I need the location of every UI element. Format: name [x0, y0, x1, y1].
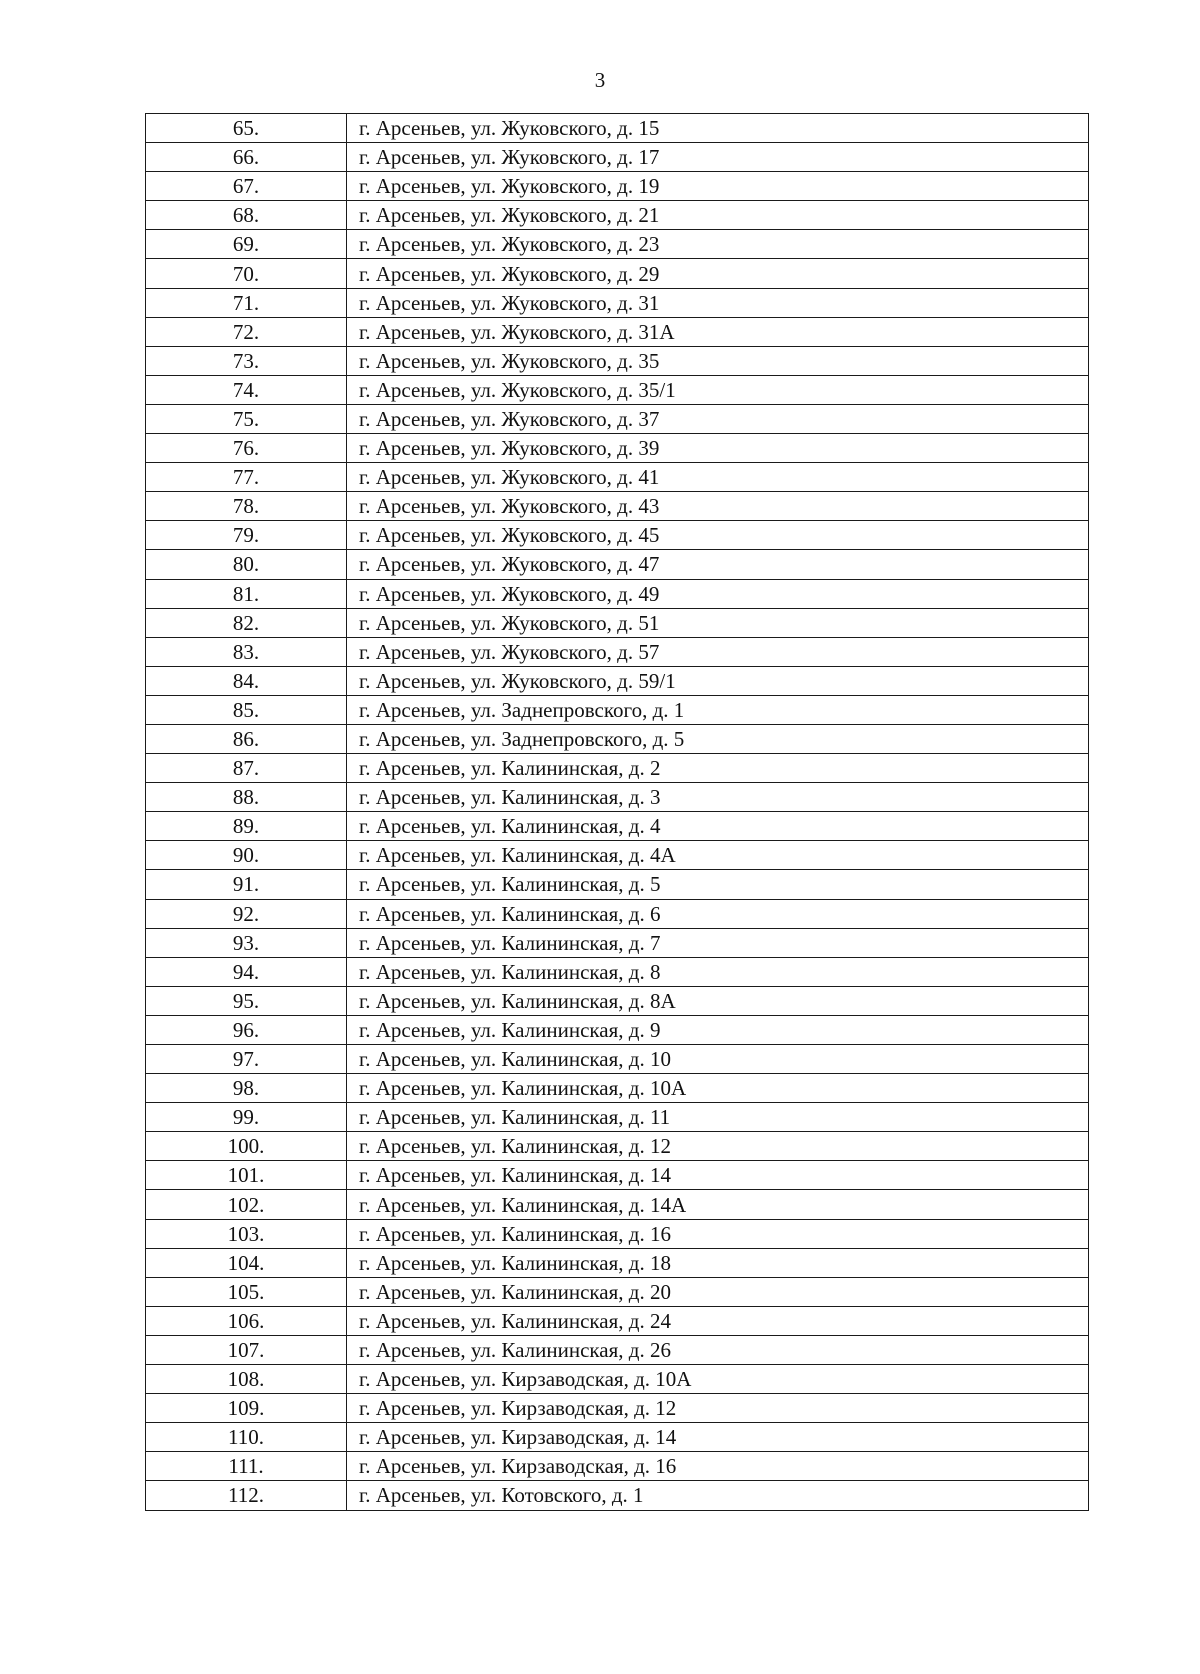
row-number-cell: 74.: [146, 375, 347, 404]
row-number-cell: 68.: [146, 201, 347, 230]
address-cell: г. Арсеньев, ул. Калининская, д. 11: [347, 1103, 1089, 1132]
address-cell: г. Арсеньев, ул. Кирзаводская, д. 16: [347, 1452, 1089, 1481]
table-row: [146, 1045, 1089, 1074]
row-number-cell: 112.: [146, 1481, 347, 1510]
row-number-cell: 104.: [146, 1248, 347, 1277]
row-number-cell: 72.: [146, 317, 347, 346]
address-cell: г. Арсеньев, ул. Жуковского, д. 19: [347, 172, 1089, 201]
table-row: [146, 870, 1089, 899]
row-number-cell: 100.: [146, 1132, 347, 1161]
table-row: [146, 1074, 1089, 1103]
table-row: [146, 637, 1089, 666]
row-number-cell: 111.: [146, 1452, 347, 1481]
address-cell: г. Арсеньев, ул. Калининская, д. 4А: [347, 841, 1089, 870]
table-row: [146, 230, 1089, 259]
address-cell: г. Арсеньев, ул. Калининская, д. 26: [347, 1335, 1089, 1364]
table-row: [146, 346, 1089, 375]
address-cell: г. Арсеньев, ул. Калининская, д. 2: [347, 754, 1089, 783]
address-cell: г. Арсеньев, ул. Жуковского, д. 35/1: [347, 375, 1089, 404]
table-row: [146, 434, 1089, 463]
address-cell: г. Арсеньев, ул. Жуковского, д. 15: [347, 114, 1089, 143]
row-number-cell: 103.: [146, 1219, 347, 1248]
address-cell: г. Арсеньев, ул. Жуковского, д. 59/1: [347, 666, 1089, 695]
table-row: [146, 317, 1089, 346]
address-cell: г. Арсеньев, ул. Калининская, д. 4: [347, 812, 1089, 841]
row-number-cell: 87.: [146, 754, 347, 783]
table-row: [146, 143, 1089, 172]
row-number-cell: 85.: [146, 695, 347, 724]
table-row: [146, 928, 1089, 957]
address-cell: г. Арсеньев, ул. Калининская, д. 20: [347, 1277, 1089, 1306]
row-number-cell: 88.: [146, 783, 347, 812]
row-number-cell: 97.: [146, 1045, 347, 1074]
table-row: [146, 259, 1089, 288]
row-number-cell: 98.: [146, 1074, 347, 1103]
table-row: [146, 608, 1089, 637]
address-cell: г. Арсеньев, ул. Калининская, д. 9: [347, 1015, 1089, 1044]
address-cell: г. Арсеньев, ул. Кирзаводская, д. 10А: [347, 1365, 1089, 1394]
address-cell: г. Арсеньев, ул. Жуковского, д. 29: [347, 259, 1089, 288]
row-number-cell: 99.: [146, 1103, 347, 1132]
row-number-cell: 93.: [146, 928, 347, 957]
row-number-cell: 107.: [146, 1335, 347, 1364]
table-row: [146, 1335, 1089, 1364]
address-cell: г. Арсеньев, ул. Калининская, д. 24: [347, 1306, 1089, 1335]
table-row: [146, 1190, 1089, 1219]
table-row: [146, 812, 1089, 841]
row-number-cell: 110.: [146, 1423, 347, 1452]
row-number-cell: 102.: [146, 1190, 347, 1219]
address-table: [145, 113, 1089, 1511]
table-row: [146, 288, 1089, 317]
address-cell: г. Арсеньев, ул. Заднепровского, д. 1: [347, 695, 1089, 724]
row-number-cell: 67.: [146, 172, 347, 201]
row-number-cell: 84.: [146, 666, 347, 695]
row-number-cell: 106.: [146, 1306, 347, 1335]
row-number-cell: 76.: [146, 434, 347, 463]
row-number-cell: 92.: [146, 899, 347, 928]
table-row: [146, 899, 1089, 928]
row-number-cell: 65.: [146, 114, 347, 143]
table-row: [146, 579, 1089, 608]
address-cell: г. Арсеньев, ул. Жуковского, д. 17: [347, 143, 1089, 172]
table-row: [146, 754, 1089, 783]
table-row: [146, 986, 1089, 1015]
row-number-cell: 94.: [146, 957, 347, 986]
page-number: 3: [594, 68, 606, 92]
address-cell: г. Арсеньев, ул. Жуковского, д. 23: [347, 230, 1089, 259]
address-cell: г. Арсеньев, ул. Жуковского, д. 35: [347, 346, 1089, 375]
address-cell: г. Арсеньев, ул. Калининская, д. 10: [347, 1045, 1089, 1074]
address-cell: г. Арсеньев, ул. Калининская, д. 10А: [347, 1074, 1089, 1103]
row-number-cell: 79.: [146, 521, 347, 550]
table-row: [146, 1423, 1089, 1452]
address-cell: г. Арсеньев, ул. Жуковского, д. 31: [347, 288, 1089, 317]
table-row: [146, 1161, 1089, 1190]
address-cell: г. Арсеньев, ул. Жуковского, д. 41: [347, 463, 1089, 492]
row-number-cell: 108.: [146, 1365, 347, 1394]
row-number-cell: 75.: [146, 404, 347, 433]
row-number-cell: 105.: [146, 1277, 347, 1306]
table-row: [146, 1306, 1089, 1335]
address-cell: г. Арсеньев, ул. Калининская, д. 14А: [347, 1190, 1089, 1219]
table-row: [146, 1103, 1089, 1132]
address-cell: г. Арсеньев, ул. Кирзаводская, д. 12: [347, 1394, 1089, 1423]
table-row: [146, 666, 1089, 695]
table-row: [146, 957, 1089, 986]
row-number-cell: 83.: [146, 637, 347, 666]
address-cell: г. Арсеньев, ул. Калининская, д. 3: [347, 783, 1089, 812]
address-cell: г. Арсеньев, ул. Калининская, д. 5: [347, 870, 1089, 899]
table-row: [146, 404, 1089, 433]
address-cell: г. Арсеньев, ул. Жуковского, д. 45: [347, 521, 1089, 550]
table-row: [146, 724, 1089, 753]
table-row: [146, 1219, 1089, 1248]
table-row: [146, 1132, 1089, 1161]
address-cell: г. Арсеньев, ул. Калининская, д. 8: [347, 957, 1089, 986]
address-cell: г. Арсеньев, ул. Жуковского, д. 43: [347, 492, 1089, 521]
table-row: [146, 492, 1089, 521]
address-cell: г. Арсеньев, ул. Калининская, д. 16: [347, 1219, 1089, 1248]
table-row: [146, 1015, 1089, 1044]
row-number-cell: 70.: [146, 259, 347, 288]
table-row: [146, 783, 1089, 812]
address-table-body: [146, 114, 1089, 1511]
table-row: [146, 521, 1089, 550]
address-cell: г. Арсеньев, ул. Жуковского, д. 47: [347, 550, 1089, 579]
address-cell: г. Арсеньев, ул. Калининская, д. 12: [347, 1132, 1089, 1161]
address-cell: г. Арсеньев, ул. Жуковского, д. 57: [347, 637, 1089, 666]
address-cell: г. Арсеньев, ул. Калининская, д. 6: [347, 899, 1089, 928]
table-row: [146, 1248, 1089, 1277]
table-row: [146, 841, 1089, 870]
table-row: [146, 1481, 1089, 1510]
table-row: [146, 172, 1089, 201]
row-number-cell: 90.: [146, 841, 347, 870]
table-row: [146, 1394, 1089, 1423]
table-row: [146, 1365, 1089, 1394]
table-row: [146, 463, 1089, 492]
address-cell: г. Арсеньев, ул. Заднепровского, д. 5: [347, 724, 1089, 753]
row-number-cell: 81.: [146, 579, 347, 608]
row-number-cell: 89.: [146, 812, 347, 841]
address-cell: г. Арсеньев, ул. Калининская, д. 18: [347, 1248, 1089, 1277]
row-number-cell: 96.: [146, 1015, 347, 1044]
table-row: [146, 114, 1089, 143]
row-number-cell: 109.: [146, 1394, 347, 1423]
address-cell: г. Арсеньев, ул. Жуковского, д. 51: [347, 608, 1089, 637]
address-cell: г. Арсеньев, ул. Жуковского, д. 39: [347, 434, 1089, 463]
table-row: [146, 375, 1089, 404]
table-row: [146, 1452, 1089, 1481]
row-number-cell: 86.: [146, 724, 347, 753]
address-cell: г. Арсеньев, ул. Калининская, д. 14: [347, 1161, 1089, 1190]
address-cell: г. Арсеньев, ул. Жуковского, д. 21: [347, 201, 1089, 230]
row-number-cell: 69.: [146, 230, 347, 259]
address-cell: г. Арсеньев, ул. Жуковского, д. 49: [347, 579, 1089, 608]
address-cell: г. Арсеньев, ул. Калининская, д. 8А: [347, 986, 1089, 1015]
table-row: [146, 695, 1089, 724]
row-number-cell: 101.: [146, 1161, 347, 1190]
address-cell: г. Арсеньев, ул. Кирзаводская, д. 14: [347, 1423, 1089, 1452]
row-number-cell: 71.: [146, 288, 347, 317]
table-row: [146, 1277, 1089, 1306]
table-row: [146, 201, 1089, 230]
row-number-cell: 82.: [146, 608, 347, 637]
row-number-cell: 80.: [146, 550, 347, 579]
row-number-cell: 78.: [146, 492, 347, 521]
address-cell: г. Арсеньев, ул. Жуковского, д. 31А: [347, 317, 1089, 346]
address-cell: г. Арсеньев, ул. Котовского, д. 1: [347, 1481, 1089, 1510]
row-number-cell: 73.: [146, 346, 347, 375]
address-cell: г. Арсеньев, ул. Жуковского, д. 37: [347, 404, 1089, 433]
address-cell: г. Арсеньев, ул. Калининская, д. 7: [347, 928, 1089, 957]
row-number-cell: 66.: [146, 143, 347, 172]
row-number-cell: 91.: [146, 870, 347, 899]
row-number-cell: 95.: [146, 986, 347, 1015]
table-row: [146, 550, 1089, 579]
row-number-cell: 77.: [146, 463, 347, 492]
